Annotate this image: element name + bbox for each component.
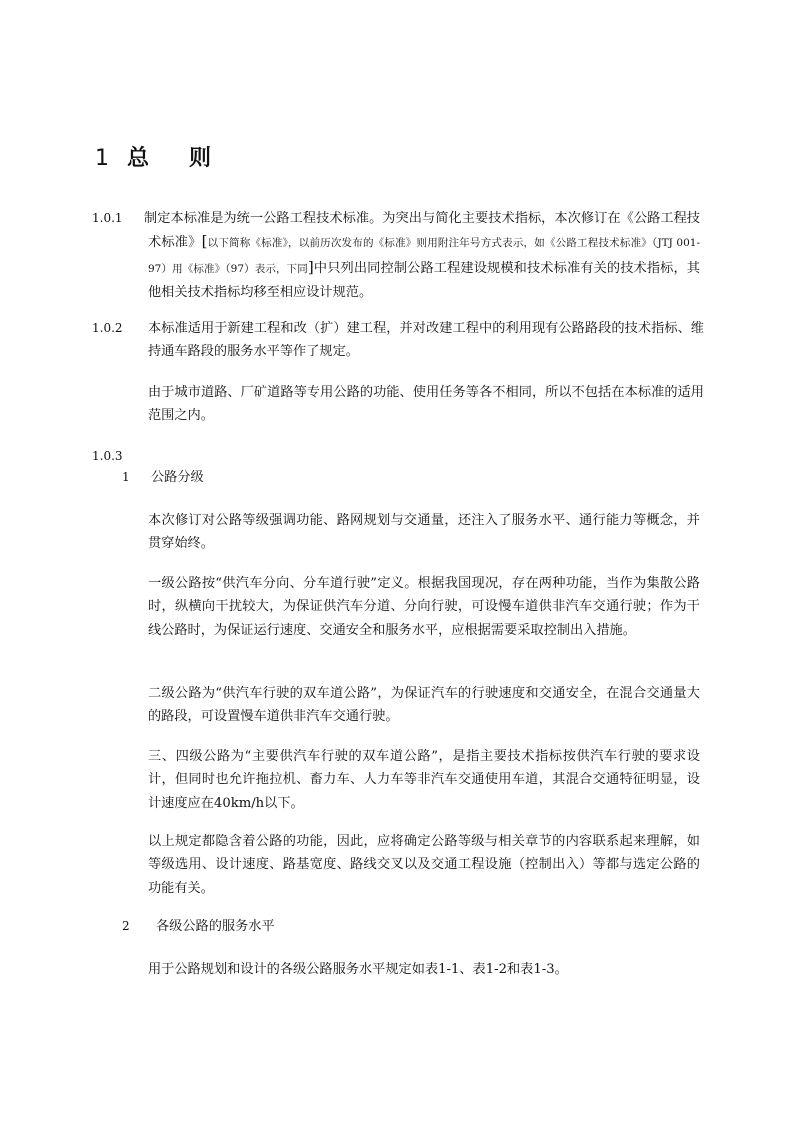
item-2-para-1: 用于公路规划和设计的各级公路服务水平规定如表1-1、表1-2和表1-3。 xyxy=(148,962,568,977)
bracket-open: [ xyxy=(201,232,208,251)
bracket-close: ] xyxy=(307,257,314,276)
chapter-title: 总则 xyxy=(127,146,252,171)
chapter-number: 1 xyxy=(95,146,109,171)
item-1-para-2: 一级公路按“供汽车分向、分车道行驶”定义。根据我国现况，存在两种功能，当作为集散公路时，纵横向干扰较大，为保证供汽车分道、分向行驶，可设慢车道供非汽车交通行驶；作为干线公路时，为保证运行速度、交通安全和服务水平，应根据需要采取控制出入措施。 xyxy=(148,576,700,638)
item-1-para-5: 以上规定都隐含着公路的功能，因此，应将确定公路等级与相关章节的内容联系起来理解，如等级选用、设计速度、路基宽度、路线交叉以及交通工程设施（控制出入）等都与选定公路的功能有关。 xyxy=(148,834,700,896)
clause-number-1-0-1: 1.0.1 xyxy=(92,211,123,225)
item-1-para-1: 本次修订对公路等级强调功能、路网规划与交通量，还注入了服务水平、通行能力等概念，并贯穿始终。 xyxy=(148,513,700,552)
item-1-para-3: 二级公路为“供汽车行驶的双车道公路”，为保证汽车的行驶速度和交通安全，在混合交通量大的路段，可设置慢车道供非汽车交通行驶。 xyxy=(148,686,700,725)
clause-1-0-1-note: 以下简称《标准》，以前历次发布的《标准》则用附注年号方式表示，如《公路工程技术标准》（JTJ 001-97）用《标准》（97）表示，下同 xyxy=(148,237,700,275)
clause-number-1-0-2: 1.0.2 xyxy=(92,321,123,335)
item-1-para-4: 三、四级公路为“主要供汽车行驶的双车道公路”，是指主要技术指标按供汽车行驶的要求设计，但同时也允许拖拉机、畜力车、人力车等非汽车交通使用车道，其混合交通特征明显，设计速度应在40km/h以下。 xyxy=(148,749,700,811)
clause-1-0-2-text: 本标准适用于新建工程和改（扩）建工程，并对改建工程中的利用现有公路路段的技术指标、维持通车路段的服务水平等作了规定。 xyxy=(148,321,704,360)
clause-1-0-2-para2: 由于城市道路、厂矿道路等专用公路的功能、使用任务等各不相同，所以不包括在本标准的适用范围之内。 xyxy=(148,385,704,424)
clause-1-0-1-text xyxy=(144,207,700,305)
chapter-heading xyxy=(95,144,251,174)
item-number-1: 1 xyxy=(122,470,130,484)
clause-1-0-1-text-b: 中只列出同控制公路工程建设规模和技术标准有关的技术指标，其他相关技术指标均移至相应设计规范。 xyxy=(148,260,700,301)
clause-number-1-0-3: 1.0.3 xyxy=(92,449,123,463)
item-title-1: 公路分级 xyxy=(151,470,204,485)
item-title-2: 各级公路的服务水平 xyxy=(156,919,275,934)
item-number-2: 2 xyxy=(122,919,130,933)
clause-1-0-1-text-a: 制定本标准是为统一公路工程技术标准。为突出与简化主要技术指标，本次修订在《公路工程技术标准》 xyxy=(144,211,700,251)
